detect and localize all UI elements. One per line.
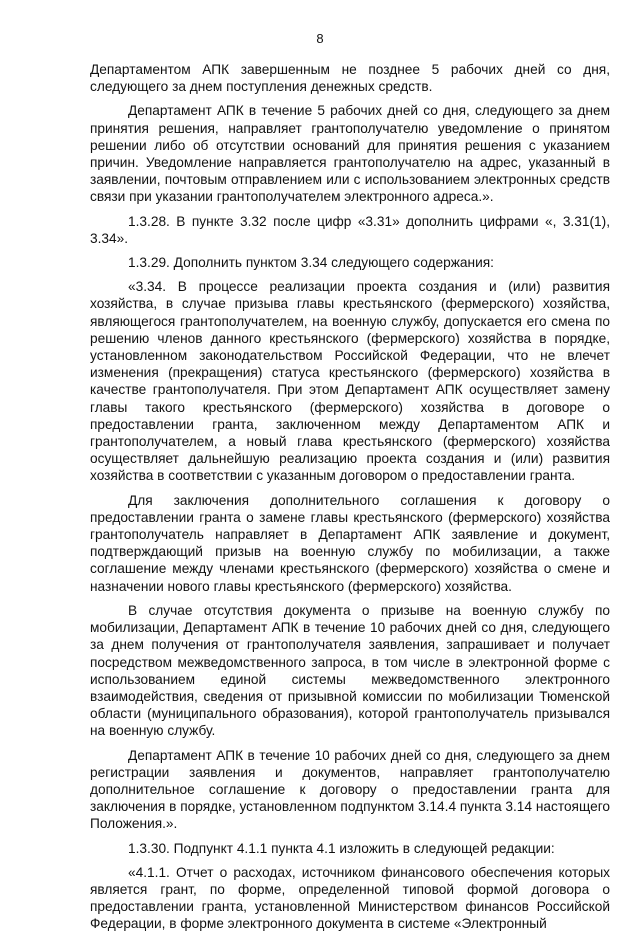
- paragraph-notification: Департамент АПК в течение 5 рабочих дней со дня, следующего за днем принятия решения, направляет грантополучателю уведомление о принятом решении либо об отсутствии оснований для принятия решения с указанием причин. Уведомление направляется грантополучателю на адрес, указанный в заявлении, почтовым отправлением или с использованием электронных средств связи при указании грантополучателем электронного адреса.».: [90, 103, 610, 205]
- paragraph-supplementary-agreement: Для заключения дополнительного соглашения к договору о предоставлении гранта о замене главы крестьянского (фермерского) хозяйства грантополучатель направляет в Департамент АПК заявление и документ, подтверждающий призыв на военную службу по мобилизации, а также соглашение между членами крестьянского (фермерского) хозяйства о смене и назначении нового главы крестьянского (фермерского) хозяйства.: [90, 492, 610, 594]
- paragraph-continuation: Департаментом АПК завершенным не позднее 5 рабочих дней со дня, следующего за днем поступления денежных средств.: [90, 62, 610, 95]
- paragraph-1-3-30: 1.3.30. Подпункт 4.1.1 пункта 4.1 изложить в следующей редакции:: [128, 840, 555, 856]
- paragraph-4-1-1: «4.1.1. Отчет о расходах, источником финансового обеспечения которых является грант, по форме, определенной типовой формой договора о предоставлении гранта, установленной Министерством финансов Российской Федерации, в форме электронного документа в системе «Электронный: [90, 864, 610, 932]
- paragraph-missing-document: В случае отсутствия документа о призыве на военную службу по мобилизации, Департамент АПК в течение 10 рабочих дней со дня, следующего за днем получения от грантополучателя заявления, запрашивает и получает посредством межведомственного запроса, в том числе в электронной форме с использованием единой системы межведомственного электронного взаимодействия, сведения от призывной комиссии по мобилизации Тюменской области (муниципального образования), которой грантополучатель призывался на военную службу.: [90, 602, 610, 739]
- document-body: [90, 61, 610, 940]
- paragraph-department-deadline: Департамент АПК в течение 10 рабочих дней со дня, следующего за днем регистрации заявления и документов, направляет грантополучателю дополнительное соглашение к договору о предоставлении гранта для заключения в порядке, установленном подпунктом 3.14.4 пункта 3.14 настоящего Положения.».: [90, 747, 610, 832]
- paragraph-3-34: «3.34. В процессе реализации проекта создания и (или) развития хозяйства, в случае призыва главы крестьянского (фермерского) хозяйства, являющегося грантополучателем, на военную службу, допускается его смена по решению членов данного крестьянского (фермерского) хозяйства в порядке, установленном законодательством Российской Федерации, что не влечет изменения (прекращения) статуса крестьянского (фермерского) хозяйства в качестве грантополучателя. При этом Департамент АПК осуществляет замену главы такого крестьянского (фермерского) хозяйства в договоре о предоставлении гранта, заключенном между Департаментом АПК и грантополучателем, а новый глава крестьянского (фермерского) хозяйства осуществляет дальнейшую реализацию проекта создания и (или) развития хозяйства в соответствии с указанным договором о предоставлении гранта.: [90, 279, 610, 484]
- page-number: 8: [316, 31, 324, 46]
- paragraph-1-3-28: 1.3.28. В пункте 3.32 после цифр «3.31» дополнить цифрами «, 3.31(1), 3.34».: [90, 213, 610, 246]
- paragraph-1-3-29: 1.3.29. Дополнить пунктом 3.34 следующего содержания:: [128, 255, 494, 271]
